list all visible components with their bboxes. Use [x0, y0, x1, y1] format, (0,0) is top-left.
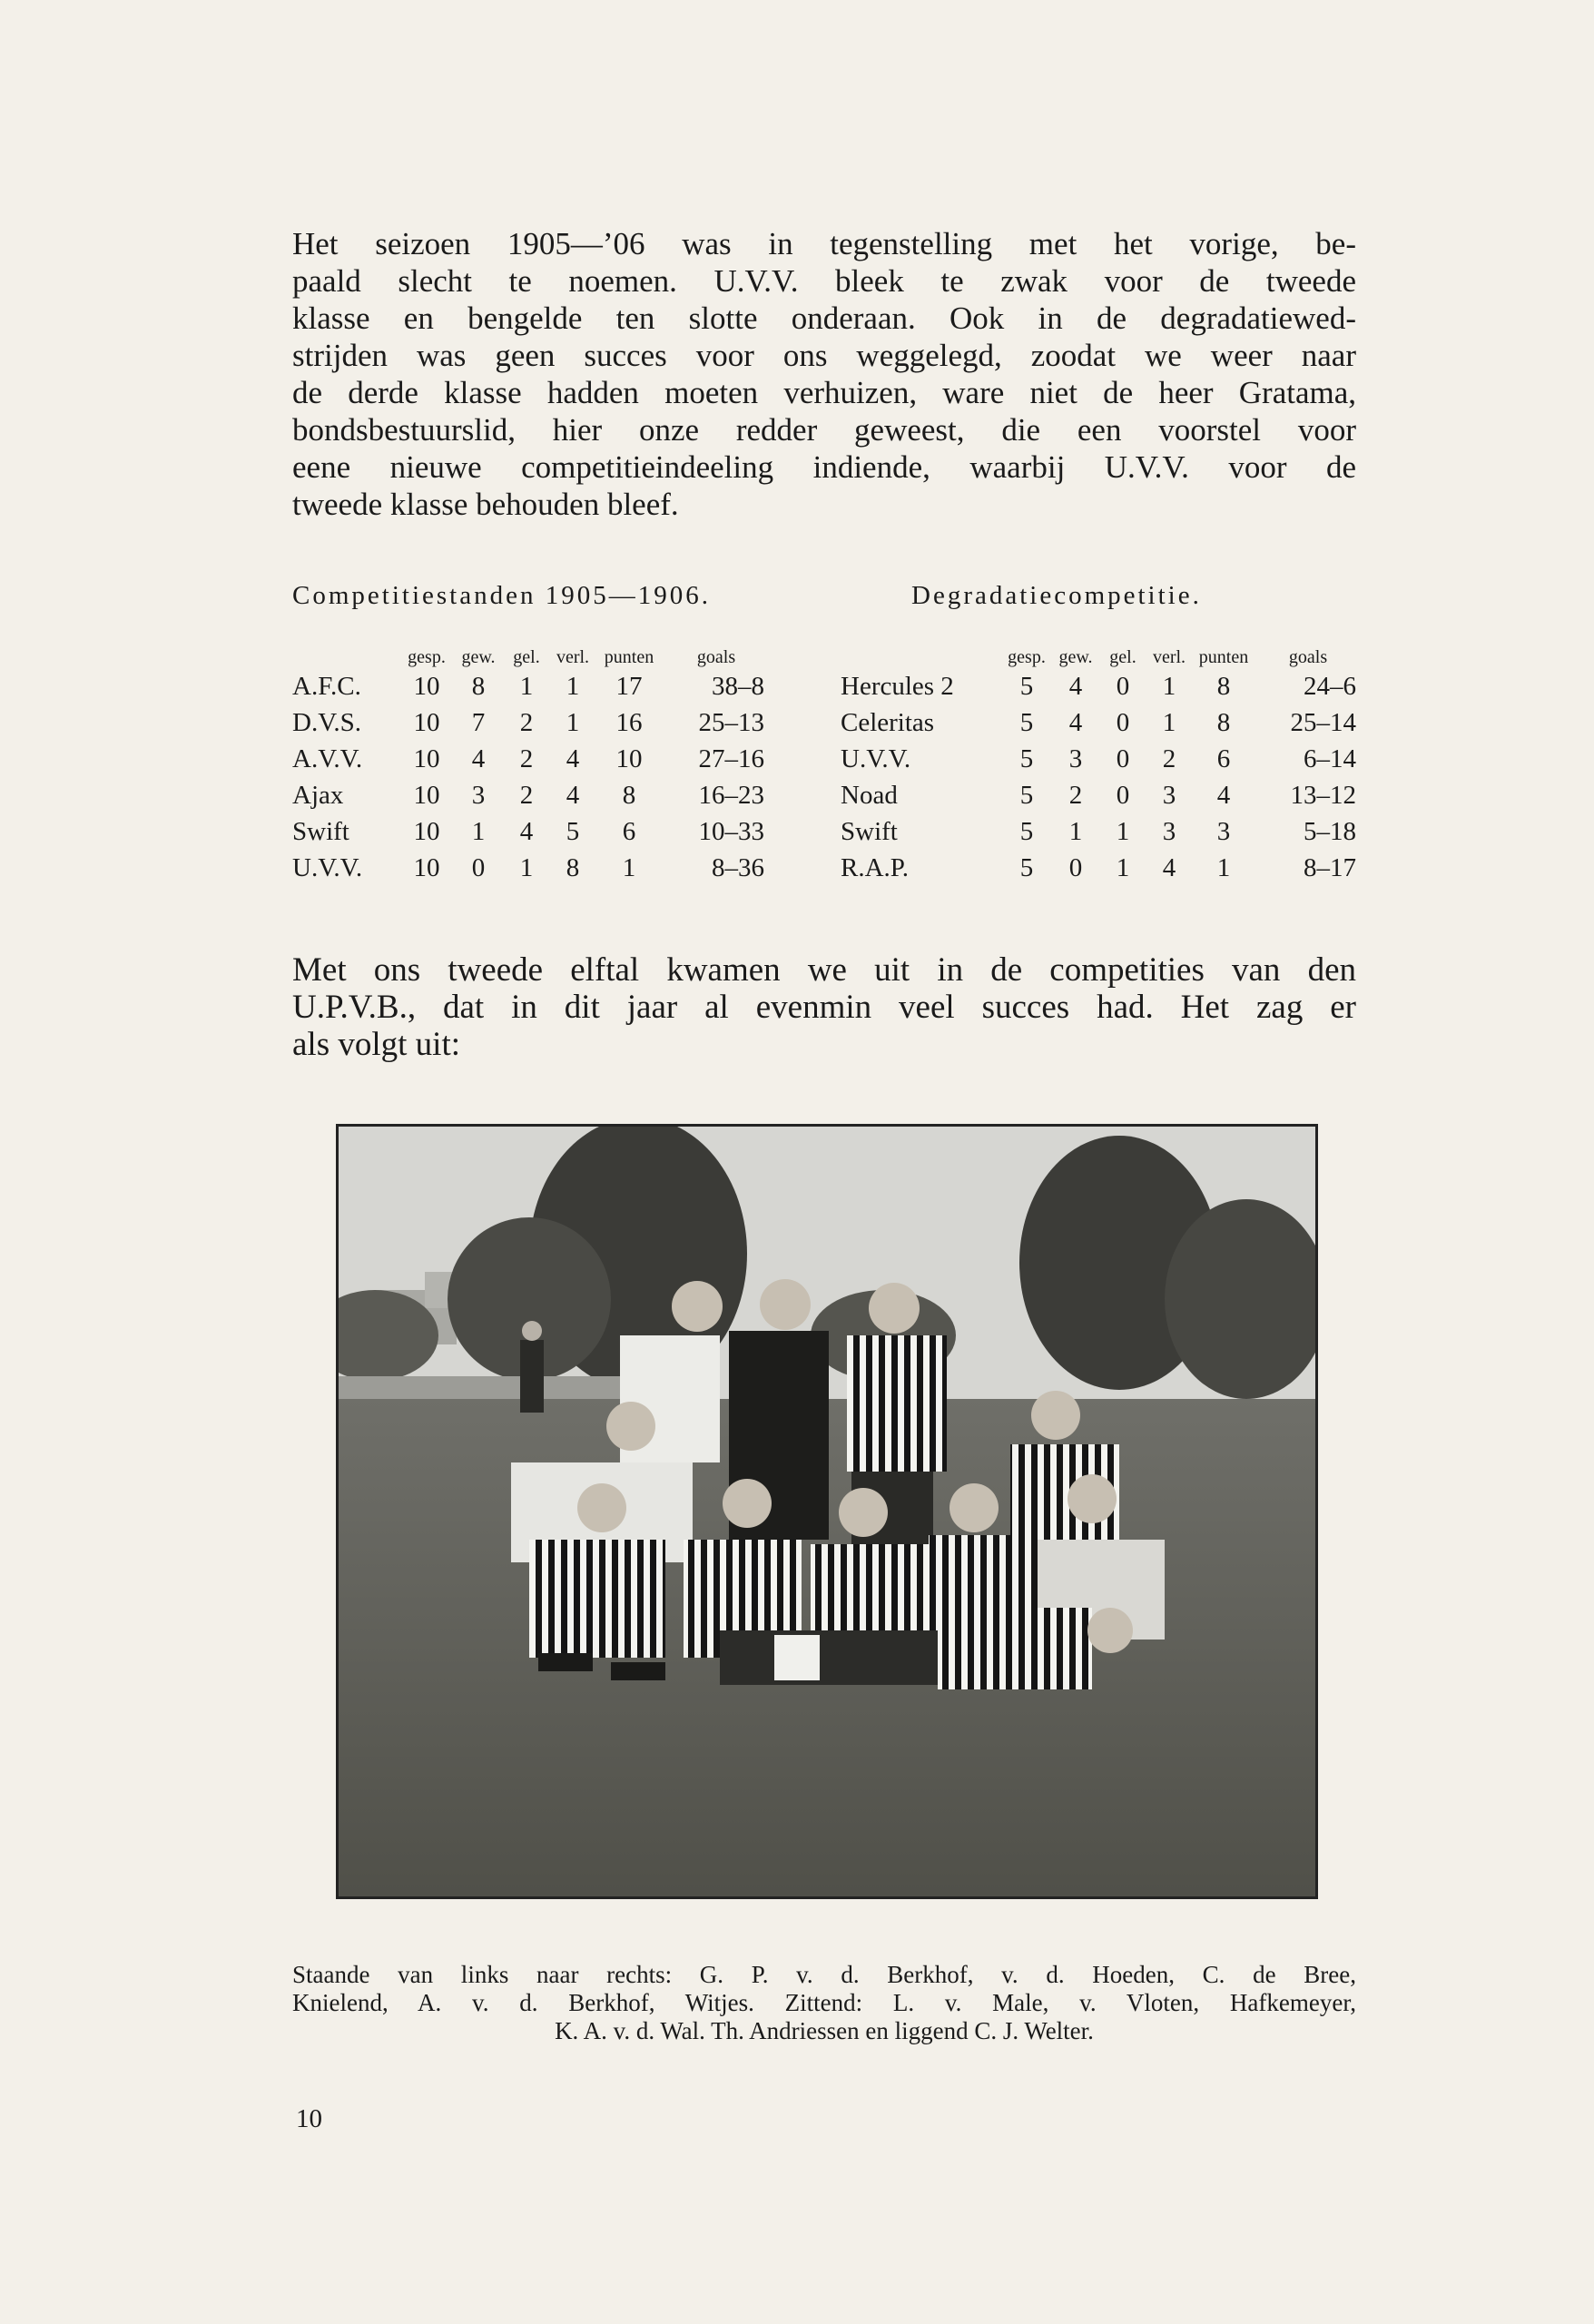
table-cell: 3: [1068, 743, 1083, 773]
table-cell: 2: [1068, 780, 1083, 810]
text-line: als volgt uit:: [292, 1026, 460, 1063]
table-cell: 5: [1019, 743, 1034, 773]
table-cell: 4: [1216, 780, 1231, 810]
caption-line: Staande van links naar rechts: G. P. v. d. Berkhof, v. d. Hoeden, C. de Bree,: [292, 1961, 1356, 1988]
column-header: punten: [1198, 647, 1249, 667]
table-cell: 8: [1216, 671, 1231, 701]
table-row: [841, 668, 1362, 704]
text-line: Het seizoen 1905—’06 was in tegenstelling met het vorige, be-: [292, 226, 1356, 261]
text-line: eene nieuwe competitieindeeling indiende, waarbij U.V.V. voor de: [292, 449, 1356, 485]
text-line: paald slecht te noemen. U.V.V. bleek te zwak voor de tweede: [292, 263, 1356, 299]
club-name-cell: Swift: [292, 816, 349, 846]
table-cell: 10: [413, 780, 440, 810]
text-line: klasse en bengelde ten slotte onderaan. Ook in de degradatiewed-: [292, 300, 1356, 336]
table-header-row: [292, 635, 770, 668]
caption-line: Knielend, A. v. d. Berkhof, Witjes. Zittend: L. v. Male, v. Vloten, Hafkemeyer,: [292, 1989, 1356, 2016]
table-cell: 10: [615, 743, 643, 773]
table-cell: 1: [622, 852, 636, 882]
table-row: [292, 850, 770, 886]
column-header: [841, 635, 1002, 668]
table-cell: 8–17: [1304, 852, 1356, 882]
table-cell: 10: [413, 707, 440, 737]
table-row: [292, 668, 770, 704]
column-header: goals: [696, 647, 736, 667]
table-cell: 4: [1162, 852, 1176, 882]
table-cell: 10–33: [698, 816, 764, 846]
table-row: [292, 704, 770, 741]
club-name-cell: U.V.V.: [292, 852, 363, 882]
table-cell: 5: [1019, 780, 1034, 810]
table-cell: 6: [1216, 743, 1231, 773]
column-header: verl.: [556, 647, 590, 667]
text-line: strijden was geen succes voor ons weggelegd, zoodat we weer naar: [292, 338, 1356, 373]
column-header: verl.: [1152, 647, 1186, 667]
table-cell: 1: [519, 852, 534, 882]
table-cell: 13–12: [1290, 780, 1356, 810]
table-cell: 24–6: [1304, 671, 1356, 701]
table-cell: 4: [1068, 707, 1083, 737]
table-cell: 25–13: [698, 707, 764, 737]
table-cell: 2: [1162, 743, 1176, 773]
column-header: punten: [604, 647, 654, 667]
table-cell: 6: [622, 816, 636, 846]
table-cell: 8: [622, 780, 636, 810]
table-cell: 0: [1116, 743, 1130, 773]
table-cell: 2: [519, 780, 534, 810]
column-header: gew.: [1058, 647, 1093, 667]
table-cell: 27–16: [698, 743, 764, 773]
table-cell: 10: [413, 671, 440, 701]
table-cell: 5: [1019, 671, 1034, 701]
table-cell: 0: [471, 852, 486, 882]
table-cell: 10: [413, 816, 440, 846]
table-row: [841, 850, 1362, 886]
table-cell: 1: [1216, 852, 1231, 882]
table-row: [292, 741, 770, 777]
table-cell: 5: [1019, 816, 1034, 846]
club-name-cell: Celeritas: [841, 707, 935, 737]
caption-line: K. A. v. d. Wal. Th. Andriessen en liggend C. J. Welter.: [555, 2017, 1094, 2044]
text-line: bondsbestuurslid, hier onze redder geweest, die een voorstel voor: [292, 412, 1356, 448]
club-name-cell: A.F.C.: [292, 671, 361, 701]
table-cell: 8–36: [712, 852, 764, 882]
table-cell: 1: [1162, 671, 1176, 701]
column-header: gesp.: [1008, 647, 1046, 667]
table-cell: 5: [1019, 852, 1034, 882]
table-row: [841, 813, 1362, 850]
table-cell: 0: [1116, 671, 1130, 701]
club-name-cell: D.V.S.: [292, 707, 362, 737]
club-name-cell: A.V.V.: [292, 743, 363, 773]
table-row: [292, 813, 770, 850]
table-cell: 38–8: [712, 671, 764, 701]
table-cell: 17: [615, 671, 643, 701]
page-number: 10: [296, 2104, 322, 2133]
competition-table-body: [292, 668, 770, 886]
table-cell: 1: [1068, 816, 1083, 846]
column-header: gel.: [513, 647, 540, 667]
table-cell: 10: [413, 852, 440, 882]
table-cell: 0: [1116, 707, 1130, 737]
table-cell: 25–14: [1290, 707, 1356, 737]
table-cell: 1: [1162, 707, 1176, 737]
table-cell: 16–23: [698, 780, 764, 810]
table-cell: 1: [566, 671, 580, 701]
club-name-cell: Swift: [841, 816, 898, 846]
club-name-cell: R.A.P.: [841, 852, 909, 882]
text-line: tweede klasse behouden bleef.: [292, 487, 679, 522]
column-header: gew.: [461, 647, 496, 667]
table-cell: 0: [1116, 780, 1130, 810]
text-line: U.P.V.B., dat in dit jaar al evenmin veel succes had. Het zag er: [292, 989, 1356, 1026]
degradation-table: [841, 635, 1362, 886]
table-row: [841, 777, 1362, 813]
table-cell: 4: [1068, 671, 1083, 701]
table-cell: 4: [471, 743, 486, 773]
table-cell: 4: [566, 780, 580, 810]
text-line: de derde klasse hadden moeten verhuizen, ware niet de heer Gratama,: [292, 375, 1356, 410]
table-cell: 2: [519, 707, 534, 737]
table-cell: 0: [1068, 852, 1083, 882]
table-cell: 16: [615, 707, 643, 737]
table-cell: 8: [471, 671, 486, 701]
photo-caption: [292, 1961, 1356, 2045]
table-cell: 2: [519, 743, 534, 773]
table-header-row: [841, 635, 1362, 668]
degradation-table-body: [841, 668, 1362, 886]
table-cell: 3: [1162, 780, 1176, 810]
degradation-table-title: Degradatiecompetitie.: [911, 581, 1202, 610]
table-cell: 7: [471, 707, 486, 737]
club-name-cell: Ajax: [292, 780, 344, 810]
table-row: [841, 741, 1362, 777]
club-name-cell: Noad: [841, 780, 898, 810]
text-line: Met ons tweede elftal kwamen we uit in de competities van den: [292, 951, 1356, 989]
table-row: [841, 704, 1362, 741]
table-cell: 1: [471, 816, 486, 846]
table-cell: 10: [413, 743, 440, 773]
club-name-cell: Hercules 2: [841, 671, 954, 701]
table-cell: 1: [1116, 816, 1130, 846]
team-photo: [336, 1124, 1318, 1899]
table-row: [292, 777, 770, 813]
club-name-cell: U.V.V.: [841, 743, 911, 773]
table-cell: 5–18: [1304, 816, 1356, 846]
column-header: goals: [1288, 647, 1328, 667]
table-cell: 5: [1019, 707, 1034, 737]
table-cell: 5: [566, 816, 580, 846]
table-cell: 3: [471, 780, 486, 810]
table-cell: 3: [1162, 816, 1176, 846]
table-cell: 4: [566, 743, 580, 773]
team-photo-icon: [339, 1127, 1315, 1896]
table-cell: 8: [1216, 707, 1231, 737]
column-header: [292, 635, 399, 668]
competition-table: [292, 635, 770, 886]
table-cell: 8: [566, 852, 580, 882]
column-header: gesp.: [408, 647, 446, 667]
intro-paragraph: [292, 225, 1356, 523]
table-cell: 1: [1116, 852, 1130, 882]
table-cell: 1: [566, 707, 580, 737]
second-paragraph: [292, 951, 1356, 1063]
column-header: gel.: [1109, 647, 1136, 667]
table-cell: 6–14: [1304, 743, 1356, 773]
table-cell: 4: [519, 816, 534, 846]
competition-table-title: Competitiestanden 1905—1906.: [292, 581, 711, 610]
table-cell: 1: [519, 671, 534, 701]
table-cell: 3: [1216, 816, 1231, 846]
